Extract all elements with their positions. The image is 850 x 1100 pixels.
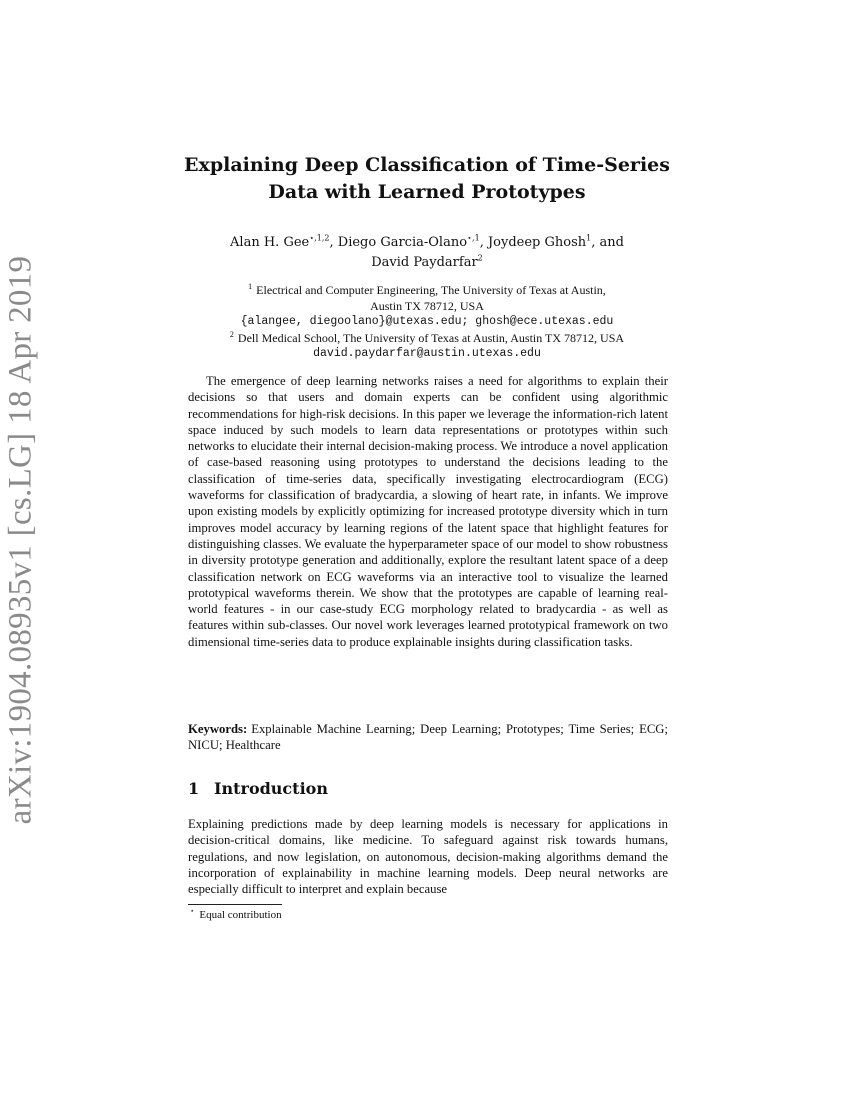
- author-affiliation-marks: ⋆,1,2: [309, 233, 330, 243]
- author-affiliation-marks: 1: [586, 233, 592, 243]
- affiliation-1-mark: 1: [248, 282, 253, 291]
- affiliation-1-text: Electrical and Computer Engineering, The University of Texas at Austin,: [256, 283, 606, 297]
- title-line-2: Data with Learned Prototypes: [268, 181, 586, 203]
- title-line-1: Explaining Deep Classification of Time-Series: [184, 154, 670, 176]
- arxiv-identifier: arXiv:1904.08935v1 [cs.LG] 18 Apr 2019: [2, 255, 39, 825]
- affiliation-1-line-2: Austin TX 78712, USA: [370, 299, 484, 313]
- author-line-2: [180, 253, 674, 273]
- affiliation-2-mark: 2: [229, 330, 234, 339]
- keywords-label: Keywords:: [188, 722, 248, 736]
- section-number: 1: [188, 779, 200, 798]
- footnote-text: Equal contribution: [199, 909, 282, 921]
- section-heading-introduction: [188, 778, 668, 800]
- footnote: [188, 908, 668, 922]
- introduction-paragraph: Explaining predictions made by deep learning models is necessary for applications in decision-critical domains, like medicine. To safeguard against risk towards humans, regulations, and now legislation, on autonomous, decision-making algorithms demand the incorporation of explainability in machine learning models. Deep neural networks are especially difficult to interpret and explain because: [188, 817, 668, 897]
- keywords: [188, 721, 668, 754]
- abstract: The emergence of deep learning networks raises a need for algorithms to explain their decisions so that users and domain experts can be confident using algorithmic recommendations for high-risk decisions. In this paper we leverage the information-rich latent space induced by such models to learn data representations or prototypes within such networks to elucidate their internal decision-making process. We introduce a novel application of case-based reasoning using prototypes to understand the decisions leading to the classification of time-series data, specifically investigating electrocardiogram (ECG) waveforms for classification of bradycardia, a slowing of heart rate, in infants. We improve upon existing models by explicitly optimizing for increased prototype diversity which in turn improves model accuracy by learning regions of the latent space that highlight features for distinguishing classes. We evaluate the hyperparameter space of our model to show robustness in diversity prototype generation and additionally, explore the resultant latent space of a deep classification network on ECG waveforms via an interactive tool to visualize the learned prototypical waveforms therein. We show that the prototypes are capable of learning real-world features - in our case-study ECG morphology related to bradycardia - as well as features within sub-classes. Our novel work leverages learned prototypical framework on two dimensional time-series data to produce explainable insights during classification tasks.: [188, 374, 668, 649]
- author-name: David Paydarfar: [371, 255, 478, 270]
- arxiv-sidebar-stamp: [2, 255, 40, 825]
- author-name: Diego Garcia-Olano: [337, 235, 468, 250]
- affiliation-2-email: david.paydarfar@austin.utexas.edu: [313, 347, 541, 360]
- author-name: Joydeep Ghosh: [487, 235, 587, 250]
- author-list: [180, 233, 674, 273]
- affiliation-2-text: Dell Medical School, The University of Texas at Austin, Austin TX 78712, USA: [237, 331, 625, 345]
- affiliation-1-emails: {alangee, diegoolano}@utexas.edu; ghosh@ece.utexas.edu: [240, 315, 614, 328]
- author-affiliation-marks: ⋆,1: [467, 233, 480, 243]
- affiliation-2-line-1: [180, 330, 674, 346]
- author-separator: ,: [329, 235, 338, 250]
- affiliation-1-line-1: [180, 282, 674, 298]
- author-line-1: [180, 233, 674, 253]
- paper-title: [180, 152, 674, 206]
- author-separator: , and: [591, 235, 624, 250]
- section-title: Introduction: [214, 779, 328, 798]
- author-affiliation-marks: 2: [477, 253, 483, 263]
- author-separator: ,: [479, 235, 488, 250]
- footnote-mark: ⋆: [190, 907, 195, 916]
- footnote-rule: [188, 904, 282, 905]
- keywords-text: Explainable Machine Learning; Deep Learning; Prototypes; Time Series; ECG; NICU; Healthcare: [188, 722, 668, 753]
- affiliations: [180, 282, 674, 362]
- author-name: Alan H. Gee: [230, 235, 310, 250]
